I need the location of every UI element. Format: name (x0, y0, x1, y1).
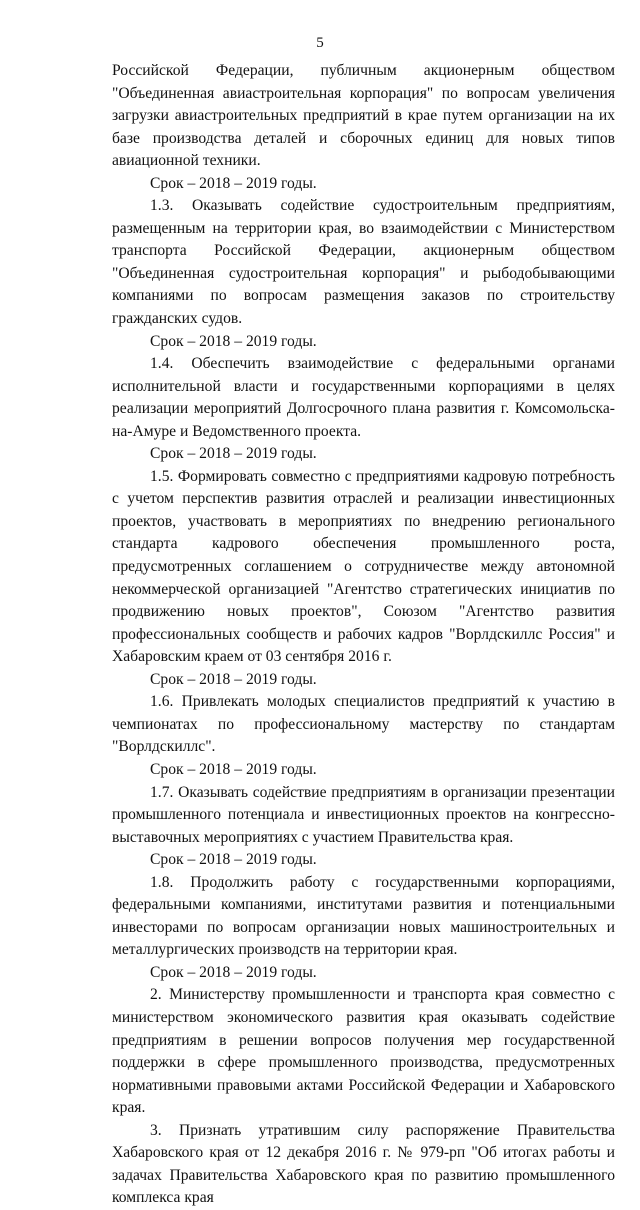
paragraph-aviation-continuation: Российской Федерации, публичным акционерным обществом "Объединенная авиастроительная корпорация" по вопросам увеличения загрузки авиастроительных предприятий в крае путем организации на их базе производства деталей и сборочных единиц для новых типов авиационной техники. (112, 62, 615, 170)
paragraph-1-7-presentations: 1.7. Оказывать содействие предприятиям в организации презентации промышленного потенциала и инвестиционных проектов на конгрессно-выставочных мероприятиях с участием Правительства края. (112, 783, 615, 846)
paragraph-3-repeal: 3. Признать утратившим силу распоряжение Правительства Хабаровского края от 12 декабря 2016 г. № 979-рп "Об итогах работы и задачах Правительства Хабаровского края по развитию промышленного комплекса края (112, 1121, 615, 1207)
deadline-line: Срок – 2018 – 2019 годы. (150, 332, 317, 350)
deadline-line: Срок – 2018 – 2019 годы. (150, 174, 317, 192)
deadline-line: Срок – 2018 – 2019 годы. (150, 445, 317, 463)
deadline-line: Срок – 2018 – 2019 годы. (150, 670, 317, 688)
page-number: 5 (316, 35, 324, 51)
document-body (112, 60, 615, 1210)
paragraph-1-4-federal-interaction: 1.4. Обеспечить взаимодействие с федеральными органами исполнительной власти и государственными корпорациями в целях реализации мероприятий Долгосрочного плана развития г. Комсомольска-на-Амуре и Ведомственного проекта. (112, 355, 615, 440)
paragraph-1-6-worldskills: 1.6. Привлекать молодых специалистов предприятий к участию в чемпионатах по профессиональному мастерству по стандартам "Ворлдскиллс". (112, 693, 615, 756)
deadline-line: Срок – 2018 – 2019 годы. (150, 760, 317, 778)
deadline-line: Срок – 2018 – 2019 годы. (150, 963, 317, 981)
paragraph-1-3-shipbuilding: 1.3. Оказывать содействие судостроительным предприятиям, размещенным на территории края, во взаимодействии с Министерством транспорта Российской Федерации, акционерным обществом "Объединенная судостроительная корпорация" и рыбодобывающими компаниями по вопросам размещения заказов по строительству гражданских судов. (112, 197, 615, 328)
paragraph-1-5-personnel-needs: 1.5. Формировать совместно с предприятиями кадровую потребность с учетом перспектив развития отраслей и реализации инвестиционных проектов, участвовать в мероприятиях по внедрению регионального стандарта кадрового обеспечения промышленного роста, предусмотренных соглашением о сотрудничестве между автономной некоммерческой организацией "Агентство стратегических инициатив по продвижению новых проектов", Союзом "Агентство развития профессиональных сообществ и рабочих кадров "Ворлдскиллс Россия" и Хабаровским краем от 03 сентября 2016 г. (112, 467, 615, 666)
deadline-line: Срок – 2018 – 2019 годы. (150, 851, 317, 869)
paragraph-1-8-corporations: 1.8. Продолжить работу с государственными корпорациями, федеральными компаниями, институтами развития и потенциальными инвесторами по вопросам организации новых машиностроительных и металлургических производств на территории края. (112, 873, 615, 959)
paragraph-2-ministry-support: 2. Министерству промышленности и транспорта края совместно с министерством экономического развития края оказывать содействие предприятиям в решении вопросов получения мер государственной поддержки в сфере промышленного производства, предусмотренных нормативными правовыми актами Российской Федерации и Хабаровского края. (112, 986, 615, 1117)
